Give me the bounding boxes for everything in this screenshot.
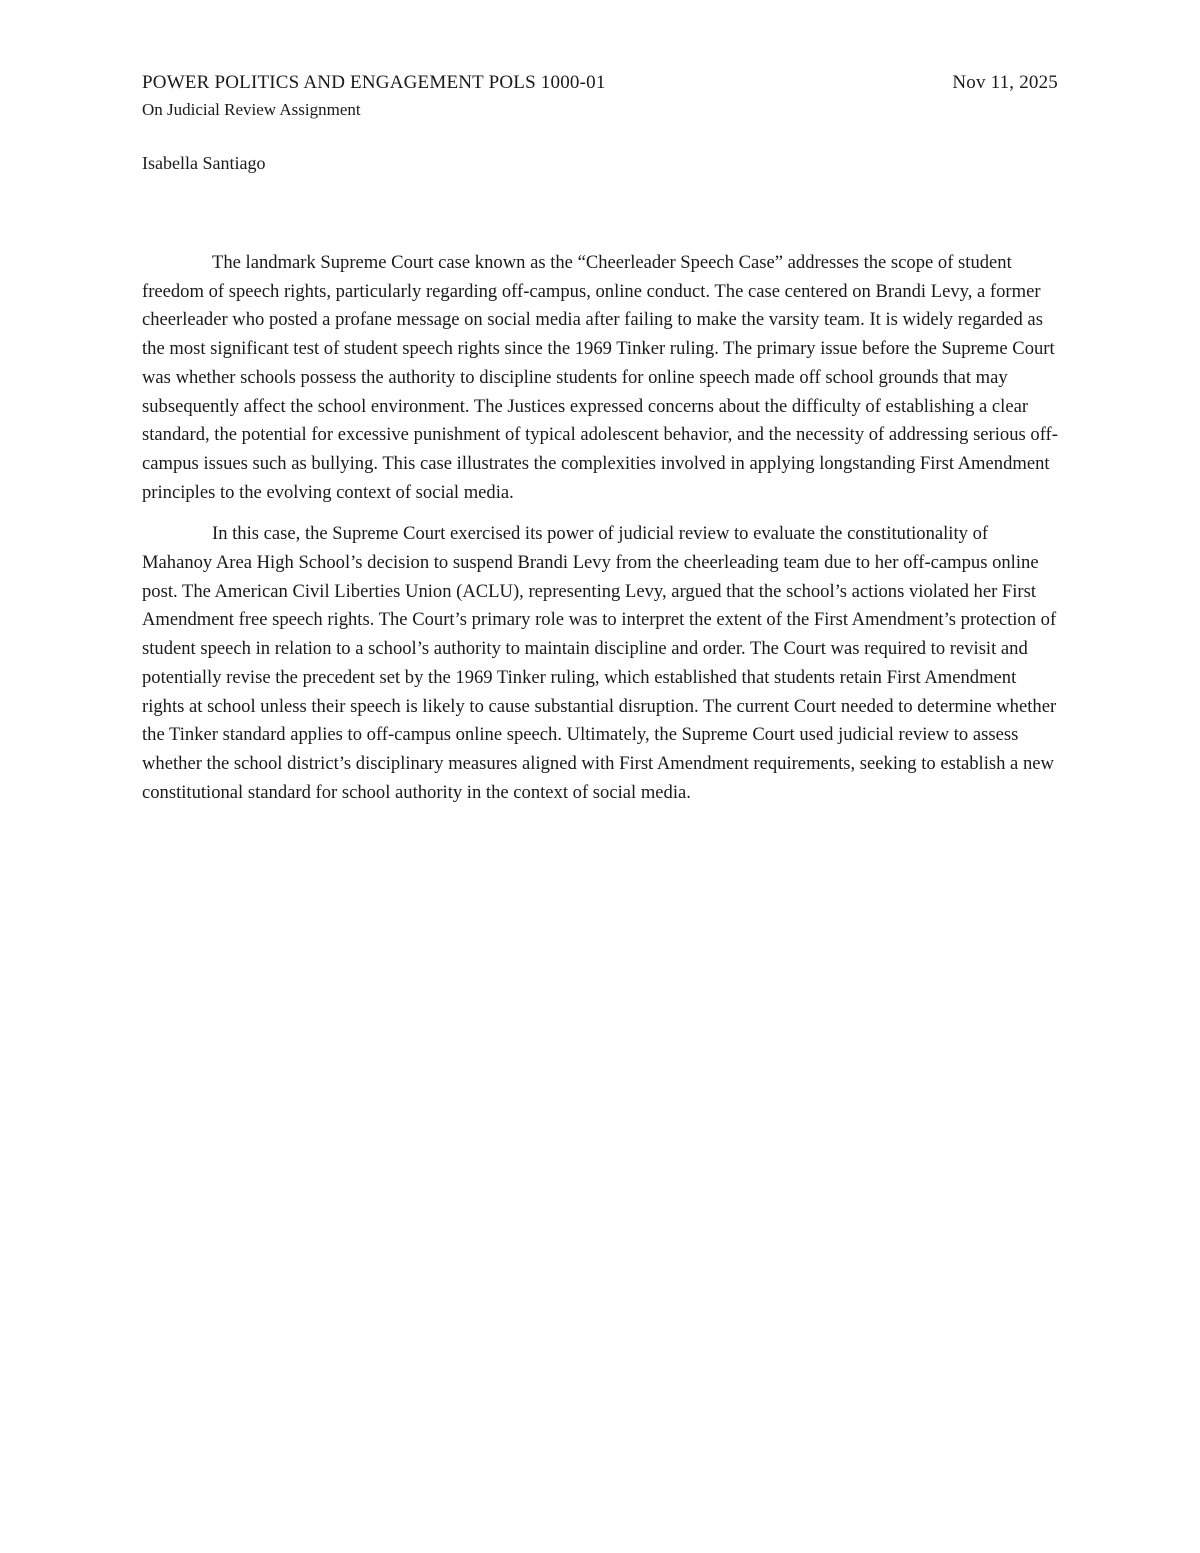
paragraph-2: In this case, the Supreme Court exercised its power of judicial review to evaluate the constitutionality of Mahanoy Area High School’s decision to suspend Brandi Levy from the cheerleading team due to her off-campus online post. The American Civil Liberties Union (ACLU), representing Levy, argued that the school’s actions violated her First Amendment free speech rights. The Court’s primary role was to interpret the extent of the First Amendment’s protection of student speech in relation to a school’s authority to maintain discipline and order. The Court was required to revisit and potentially revise the precedent set by the 1969 Tinker ruling, which established that students retain First Amendment rights at school unless their speech is likely to cause substantial disruption. The current Court needed to determine whether the Tinker standard applies to off-campus online speech. Ultimately, the Supreme Court used judicial review to assess whether the school district’s disciplinary measures aligned with First Amendment requirements, seeking to establish a new constitutional standard for school authority in the context of social media. (142, 523, 1057, 803)
assignment-name: On Judicial Review Assignment (142, 100, 361, 119)
body-text (142, 249, 1060, 820)
header-row (142, 72, 1058, 98)
author-name: Isabella Santiago (142, 153, 266, 173)
course-title: POWER POLITICS AND ENGAGEMENT POLS 1000-01 (142, 72, 606, 93)
document-date: Nov 11, 2025 (952, 72, 1058, 93)
paragraph-1: The landmark Supreme Court case known as the “Cheerleader Speech Case” addresses the scope of student freedom of speech rights, particularly regarding off-campus, online conduct. The case centered on Brandi Levy, a former cheerleader who posted a profane message on social media after failing to make the varsity team. It is widely regarded as the most significant test of student speech rights since the 1969 Tinker ruling. The primary issue before the Supreme Court was whether schools possess the authority to discipline students for online speech made off school grounds that may subsequently affect the school environment. The Justices expressed concerns about the difficulty of establishing a clear standard, the potential for excessive punishment of typical adolescent behavior, and the necessity of addressing serious off-campus issues such as bullying. This case illustrates the complexities involved in applying longstanding First Amendment principles to the evolving context of social media. (142, 252, 1058, 503)
